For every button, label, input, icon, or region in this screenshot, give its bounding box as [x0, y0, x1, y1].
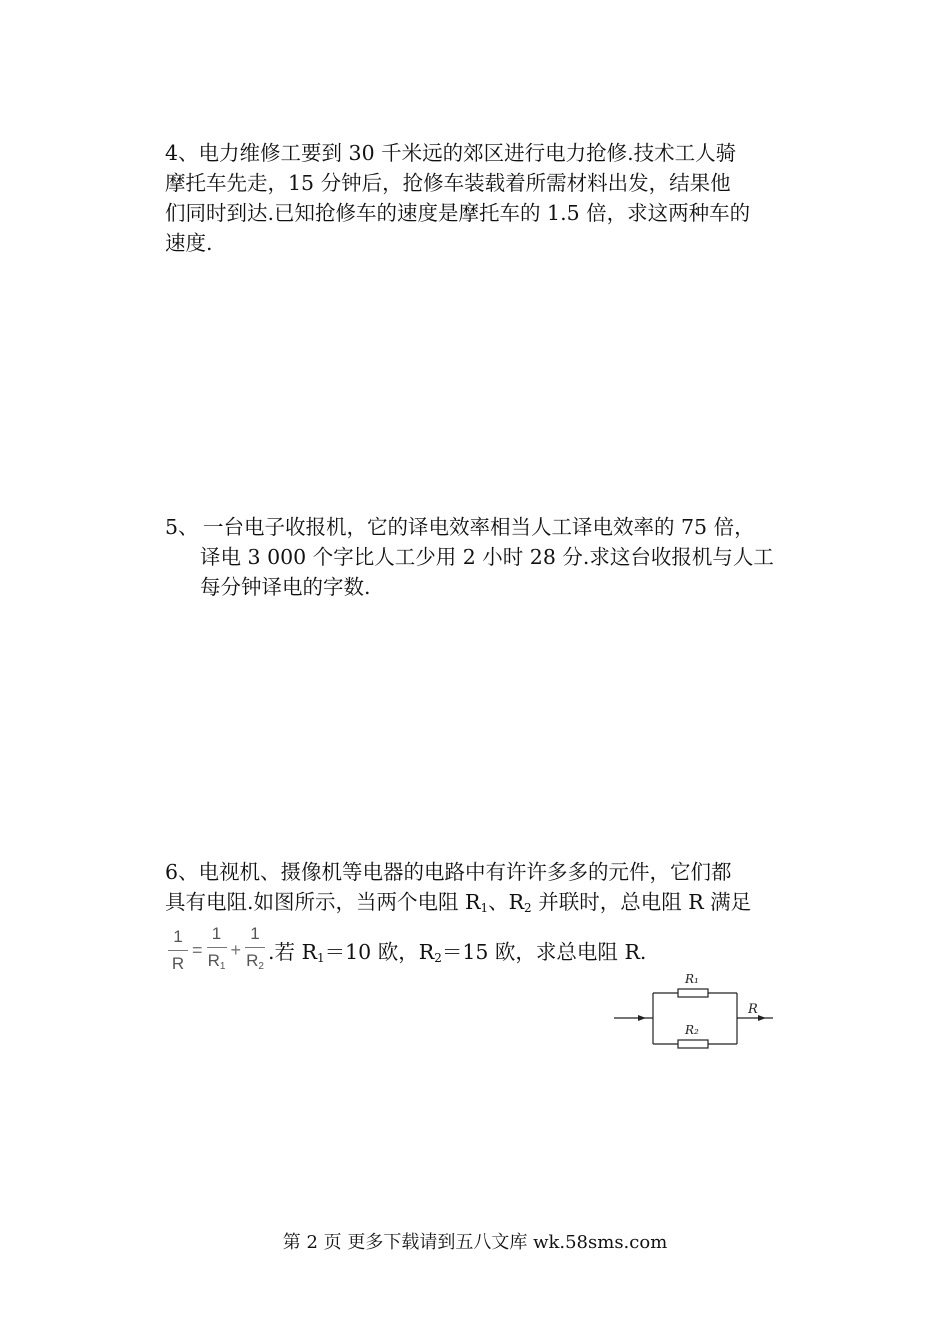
q6-tail-sub-2: 2 — [434, 951, 442, 965]
parallel-circuit-diagram — [610, 965, 780, 1050]
q5-number: 5、 — [165, 515, 199, 539]
denominator — [208, 950, 226, 978]
q6-tail-c: ＝15 欧，求总电阻 R. — [441, 940, 647, 964]
parallel-resistance-formula — [165, 920, 646, 980]
q5-line-2: 译电 3 000 个字比人工少用 2 小时 28 分.求这台收报机与人工 — [200, 545, 774, 569]
question-4 — [165, 138, 790, 258]
q5-line-3: 每分钟译电的字数. — [200, 575, 371, 599]
denominator-sub: 1 — [219, 960, 226, 972]
numerator: 1 — [250, 923, 260, 943]
label-r: R — [748, 1002, 758, 1017]
denominator-base: R — [207, 950, 220, 970]
q6-line-2 — [165, 887, 790, 923]
q5-line-1-text: 一台电子收报机，它的译电效率相当人工译电效率的 75 倍， — [203, 515, 755, 539]
q6-tail — [268, 935, 646, 965]
question-6 — [165, 857, 790, 923]
q6-line-2-part-b: 、R — [488, 890, 525, 914]
q6-line-2-part-a: 具有电阻.如图所示，当两个电阻 R — [165, 890, 481, 914]
q6-tail-b: ＝10 欧，R — [324, 940, 435, 964]
fraction-1-over-r2 — [245, 923, 265, 978]
q6-tail-sub-1: 1 — [317, 951, 325, 965]
label-r1: R₁ — [685, 972, 699, 986]
denominator: R — [171, 953, 185, 973]
output-arrow-icon — [758, 1015, 766, 1021]
fraction-bar — [245, 947, 265, 948]
label-r2: R₂ — [685, 1023, 699, 1037]
q5-line-1 — [165, 512, 790, 542]
page-footer: 第 2 页 更多下载请到五八文库 wk.58sms.com — [282, 1232, 668, 1253]
denominator-base: R — [246, 950, 259, 970]
q4-line-1: 4、电力维修工要到 30 千米远的郊区进行电力抢修.技术工人骑 — [165, 141, 737, 165]
denominator — [246, 950, 264, 978]
numerator: 1 — [173, 926, 183, 946]
q6-sub-2: 2 — [524, 901, 532, 915]
equals-sign: = — [192, 939, 203, 960]
q4-line-2: 摩托车先走，15 分钟后，抢修车装载着所需材料出发，结果他 — [165, 171, 731, 195]
question-5 — [165, 512, 790, 602]
q6-line-2-part-c: 并联时，总电阻 R 满足 — [531, 890, 752, 914]
resistor-r1 — [678, 989, 708, 997]
numerator: 1 — [211, 923, 222, 943]
resistor-r2 — [678, 1040, 708, 1048]
fraction-1-over-r — [168, 926, 188, 975]
q4-line-3: 们同时到达.已知抢修车的速度是摩托车的 1.5 倍，求这两种车的 — [165, 201, 751, 225]
q6-sub-1: 1 — [480, 901, 489, 915]
fraction-bar — [207, 947, 227, 948]
denominator-sub: 2 — [258, 960, 264, 972]
q6-line-1: 6、电视机、摄像机等电器的电路中有许许多多的元件，它们都 — [165, 860, 732, 884]
fraction-bar — [168, 950, 188, 951]
input-arrow-icon — [638, 1015, 646, 1021]
q4-line-4: 速度. — [165, 231, 213, 255]
plus-sign: + — [230, 939, 242, 960]
fraction-1-over-r1 — [207, 923, 227, 978]
q6-tail-a: .若 R — [268, 940, 317, 964]
